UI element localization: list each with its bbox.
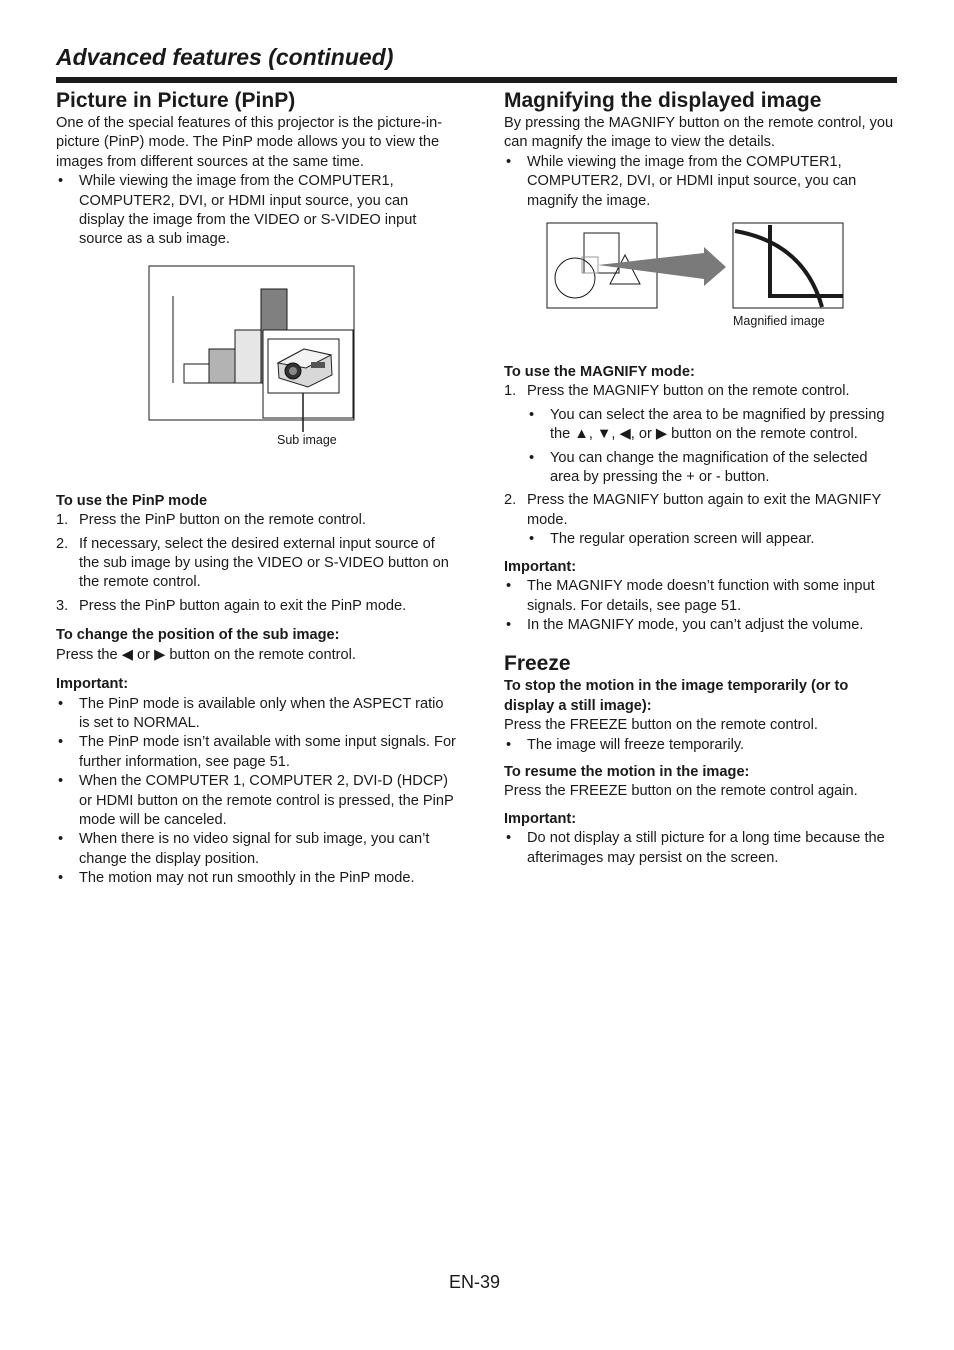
magnify-section (504, 88, 898, 868)
pinp-intro-bullet: • While viewing the image from the COMPUTER1, COMPUTER2, DVI, or HDMI input source, you can display the image from the VIDEO or S-VIDEO input source as a sub image. (56, 172, 456, 250)
pinp-step (56, 511, 456, 530)
position-text-c: button on the remote control. (169, 646, 356, 663)
bar-3 (235, 330, 261, 383)
magnify-intro-bullet: • While viewing the image from the COMPUTER1, COMPUTER2, DVI, or HDMI input source, you can magnify the image. (504, 153, 898, 211)
header-rule (56, 77, 897, 83)
position-text-a: Press the (56, 646, 118, 663)
pinp-important-item: • The motion may not run smoothly in the PinP mode. (56, 869, 456, 888)
pinp-important-item: • The PinP mode is available only when the ASPECT ratio is set to NORMAL. (56, 695, 456, 734)
pinp-step (56, 535, 456, 593)
pinp-title: Picture in Picture (PinP) (56, 89, 296, 112)
magnify-use-heading: To use the MAGNIFY mode: (504, 364, 695, 381)
freeze-important-list (504, 829, 898, 868)
bar-1 (184, 364, 209, 383)
pinp-intro-list (56, 172, 456, 250)
step-text: Press the MAGNIFY button on the remote control. (527, 383, 850, 400)
step-text: Press the PinP button again to exit the PinP mode. (79, 597, 407, 614)
sub-text-a: You can select the area to be magnified by pressing the (550, 406, 885, 443)
pinp-important-item: • When there is no video signal for sub image, you can’t change the display position. (56, 830, 456, 869)
pinp-use-heading: To use the PinP mode (56, 492, 208, 509)
magnify-steps (504, 382, 898, 549)
pinp-intro: One of the special features of this projector is the picture-in-picture (PinP) mode. The PinP mode allows you to view the images from different sources at the same time. (56, 115, 443, 170)
magnify-figure (504, 211, 898, 355)
pinp-important-item: • When the COMPUTER 1, COMPUTER 2, DVI-D (HDCP) or HDMI button on the remote control is pressed, the PinP mode will be canceled. (56, 772, 456, 830)
freeze-resume-heading: To resume the motion in the image: (504, 763, 750, 780)
pinp-step (56, 597, 456, 616)
freeze-stop-heading: To stop the motion in the image temporarily (or to display a still image): (504, 678, 849, 714)
freeze-important-item: • Do not display a still picture for a long time because the afterimages may persist on the screen. (504, 829, 898, 868)
up-arrow-icon: ▲ (574, 426, 589, 443)
magnify-important-list (504, 577, 898, 635)
step-text: Press the MAGNIFY button again to exit the MAGNIFY mode. (527, 492, 881, 528)
page-header-title: Advanced features (continued) (56, 44, 394, 70)
pinp-steps (56, 511, 456, 616)
magnify-step1-sub: • You can select the area to be magnified by pressing the ▲, ▼, ◀, or ▶ button on the remote control. (527, 406, 898, 445)
magnify-step1-sublist (527, 406, 898, 488)
position-text-b: or (137, 646, 150, 663)
step-number: 1. (56, 512, 69, 529)
freeze-stop-bullet: • The image will freeze temporarily. (504, 736, 898, 755)
step-number: 1. (504, 383, 517, 400)
magnify-step2-sublist (527, 530, 898, 549)
magnify-step1-sub: • You can change the magnification of the selected area by pressing the + or - button. (527, 449, 898, 488)
magnify-step2-sub: • The regular operation screen will appear. (527, 530, 898, 549)
down-arrow-icon: ▼ (596, 426, 612, 443)
magnify-step (504, 491, 898, 549)
pinp-figure (56, 250, 456, 488)
freeze-stop-text: Press the FREEZE button on the remote control. (504, 717, 818, 734)
pinp-figure-caption: Sub image (277, 432, 337, 447)
magnify-figure-caption: Magnified image (733, 314, 825, 329)
step-text: If necessary, select the desired external input source of the sub image by using the VIDEO or S-VIDEO button on the remote control. (79, 535, 449, 591)
freeze-title: Freeze (504, 652, 571, 676)
freeze-stop-list (504, 736, 898, 755)
magnify-important-heading: Important: (504, 558, 577, 575)
magnify-diagram (504, 211, 898, 355)
left-arrow-icon: ◀ (619, 426, 631, 443)
sub-text-b: button on the remote control. (671, 426, 858, 443)
magnify-step (504, 382, 898, 487)
step-number: 2. (56, 535, 69, 552)
magnify-important-item: • The MAGNIFY mode doesn’t function with some input signals. For details, see page 51. (504, 577, 898, 616)
pinp-important-heading: Important: (56, 676, 129, 693)
magnify-intro: By pressing the MAGNIFY button on the remote control, you can magnify the image to view the details. (504, 115, 894, 151)
freeze-resume-text: Press the FREEZE button on the remote control again. (504, 783, 858, 800)
pinp-position-heading: To change the position of the sub image: (56, 627, 340, 644)
right-arrow-icon: ▶ (154, 646, 166, 663)
right-arrow-icon: ▶ (655, 426, 668, 443)
step-number: 3. (56, 597, 69, 614)
step-number: 2. (504, 492, 517, 509)
page-number: EN-39 (449, 1272, 501, 1292)
pinp-position-text (56, 646, 456, 665)
pinp-diagram (56, 250, 456, 488)
pinp-important-list (56, 695, 456, 889)
left-arrow-icon: ◀ (121, 646, 133, 663)
magnify-intro-list (504, 153, 898, 211)
pinp-important-item: • The PinP mode isn’t available with some input signals. For further information, see page 51. (56, 733, 456, 772)
bar-2 (209, 349, 235, 383)
step-text: Press the PinP button on the remote control. (79, 512, 366, 529)
magnify-important-item: • In the MAGNIFY mode, you can’t adjust the volume. (504, 616, 898, 635)
freeze-important-heading: Important: (504, 810, 577, 827)
pinp-section (56, 88, 456, 889)
magnify-title: Magnifying the displayed image (504, 89, 822, 112)
